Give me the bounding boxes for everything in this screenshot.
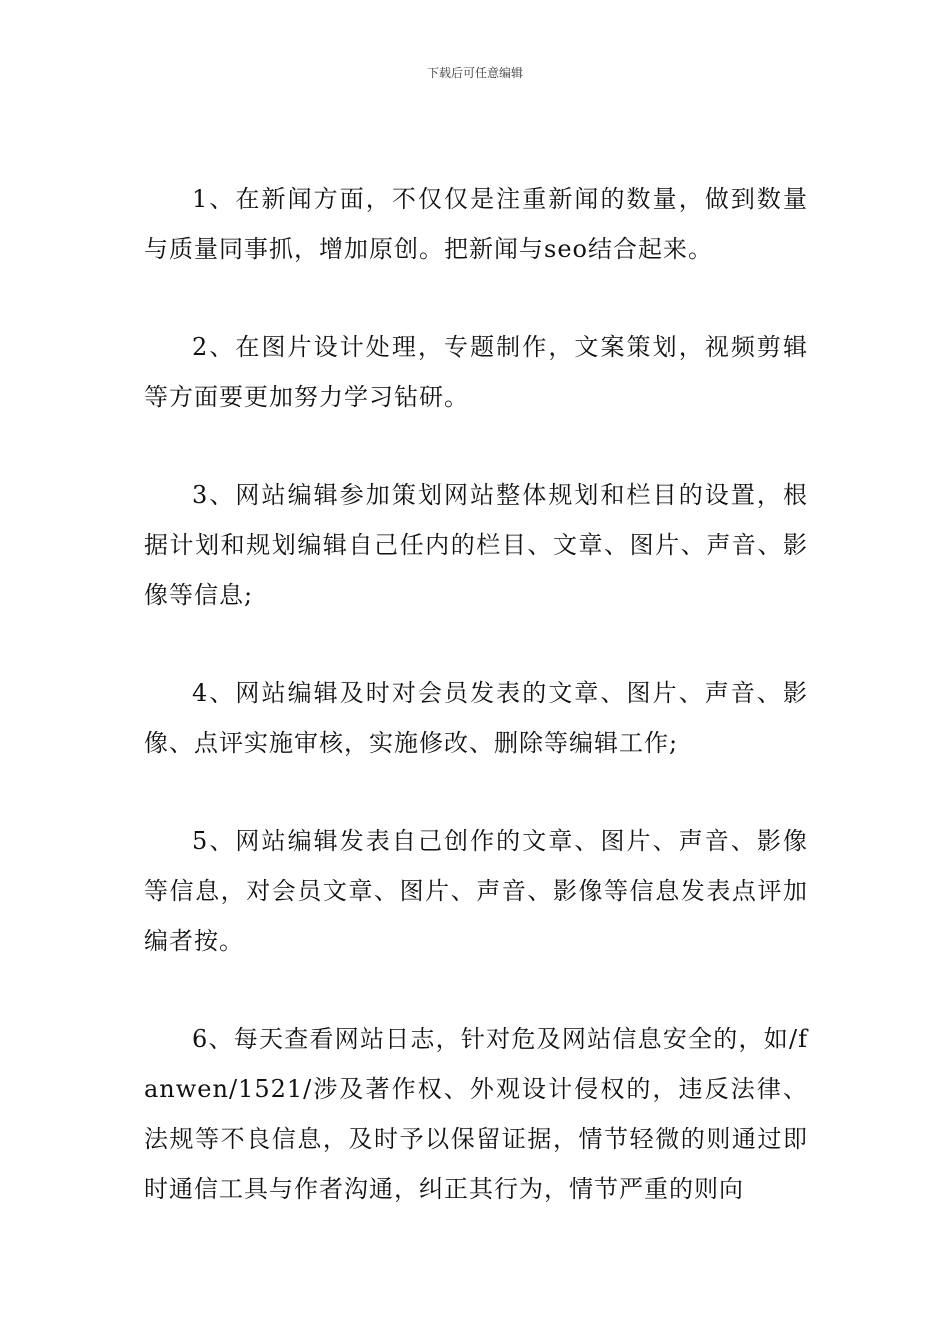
paragraph-5: 5、网站编辑发表自己创作的文章、图片、声音、影像等信息，对会员文章、图片、声音、影像等信息发表点评加编者按。 [144,827,808,955]
document-body [144,174,808,1262]
page-header-note: 下载后可任意编辑 [426,66,523,80]
paragraph-2: 2、在图片设计处理，专题制作，文案策划，视频剪辑等方面要更加努力学习钻研。 [144,333,808,411]
paragraph-6: 6、每天查看网站日志，针对危及网站信息安全的，如/fanwen/1521/涉及著作权、外观设计侵权的，违反法律、法规等不良信息，及时予以保留证据，情节轻微的则通过即时通信工具与作者沟通，纠正其行为，情节严重的则向 [144,1025,808,1203]
paragraph-4: 4、网站编辑及时对会员发表的文章、图片、声音、影像、点评实施审核，实施修改、删除等编辑工作; [144,679,808,757]
paragraph-3: 3、网站编辑参加策划网站整体规划和栏目的设置，根据计划和规划编辑自己任内的栏目、文章、图片、声音、影像等信息; [144,481,808,609]
paragraph-1: 1、在新闻方面，不仅仅是注重新闻的数量，做到数量与质量同事抓，增加原创。把新闻与seo结合起来。 [144,185,808,263]
